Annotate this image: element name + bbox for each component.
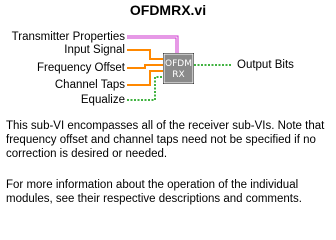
input-label-input-signal: Input Signal bbox=[64, 44, 125, 56]
description-paragraph-2: For more information about the operation of the individual modules, see their respective descriptions and comments. bbox=[6, 179, 302, 205]
ofdm-rx-icon bbox=[163, 53, 194, 84]
input-label-equalize: Equalize bbox=[80, 94, 125, 106]
output-label-output-bits: Output Bits bbox=[237, 59, 294, 71]
input-label-frequency-offset: Frequency Offset bbox=[37, 62, 125, 74]
wire-equalize bbox=[127, 77, 163, 100]
input-label-channel-taps: Channel Taps bbox=[54, 79, 125, 91]
wire-transmitter-properties bbox=[127, 37, 177, 54]
icon-label-line1: OFDM bbox=[165, 59, 192, 69]
input-label-transmitter-properties: Transmitter Properties bbox=[11, 31, 125, 43]
icon-label-line2: RX bbox=[172, 70, 185, 80]
wire-input-signal bbox=[127, 50, 163, 59]
wire-channel-taps bbox=[127, 71, 163, 85]
vi-title: OFDMRX.vi bbox=[129, 2, 207, 18]
wire-frequency-offset bbox=[127, 65, 163, 68]
description-paragraph-1: This sub-VI encompasses all of the receiver sub-VIs. Note that frequency offset and channel taps need not be specified if no correction is desired or needed. bbox=[6, 120, 325, 160]
